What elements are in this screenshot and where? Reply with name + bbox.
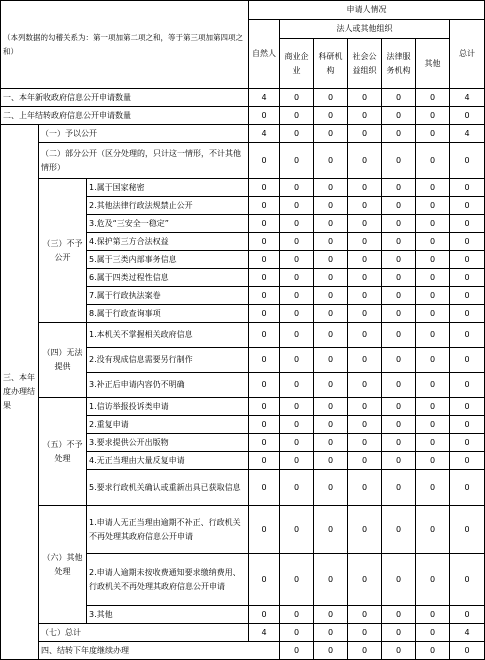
cell-legalservice: 0 <box>382 506 416 554</box>
header-total: 总计 <box>450 20 485 89</box>
cell-natural: 0 <box>249 323 280 348</box>
table-row <box>1 143 485 179</box>
header-other: 其他 <box>416 39 450 89</box>
row-label: 4.无正当理由大量反复申请 <box>87 452 249 470</box>
cell-other: 0 <box>416 233 450 251</box>
header-legalservice: 法律服务机构 <box>382 39 416 89</box>
row-label: 1.信访举报投诉类申请 <box>87 398 249 416</box>
row-label: 四、结转下年度继续办理 <box>39 642 280 660</box>
cell-social: 0 <box>348 269 382 287</box>
cell-legalservice: 0 <box>382 179 416 197</box>
cell-social: 0 <box>348 434 382 452</box>
row-label: 5.属于三类内部事务信息 <box>87 251 249 269</box>
cell-legalservice: 0 <box>382 251 416 269</box>
group-label: （五）不予处理 <box>39 398 87 506</box>
cell-other: 0 <box>416 287 450 305</box>
header-applicant: 申请人情况 <box>249 1 485 20</box>
table-row <box>1 107 485 125</box>
cell-total: 0 <box>450 233 485 251</box>
cell-legalservice: 0 <box>382 215 416 233</box>
row-label: （七）总计 <box>39 624 249 642</box>
cell-social: 0 <box>348 506 382 554</box>
cell-natural: 0 <box>249 107 280 125</box>
cell-other: 0 <box>416 125 450 143</box>
cell-research: 0 <box>314 452 348 470</box>
cell-social: 0 <box>348 606 382 624</box>
cell-social: 0 <box>348 452 382 470</box>
cell-research: 0 <box>314 89 348 107</box>
cell-total: 0 <box>450 373 485 398</box>
cell-social: 0 <box>348 398 382 416</box>
cell-natural: 4 <box>249 624 280 642</box>
row-label: 1.属于国家秘密 <box>87 179 249 197</box>
cell-legalservice: 0 <box>382 269 416 287</box>
cell-commercial: 0 <box>280 197 314 215</box>
table-row <box>1 624 485 642</box>
group-label: （六）其他处理 <box>39 506 87 624</box>
group-label: （四）无法提供 <box>39 323 87 398</box>
header-natural: 自然人 <box>249 20 280 89</box>
cell-legalservice: 0 <box>382 470 416 506</box>
cell-natural: 0 <box>249 179 280 197</box>
cell-other: 0 <box>416 348 450 373</box>
cell-natural: 4 <box>249 89 280 107</box>
cell-other: 0 <box>450 642 485 660</box>
cell-social: 0 <box>382 642 416 660</box>
cell-other: 0 <box>416 215 450 233</box>
cell-research: 0 <box>314 624 348 642</box>
cell-legalservice: 0 <box>382 373 416 398</box>
cell-research: 0 <box>314 323 348 348</box>
table-row <box>1 323 485 348</box>
cell-research: 0 <box>314 215 348 233</box>
cell-other: 0 <box>416 434 450 452</box>
cell-natural: 0 <box>249 287 280 305</box>
cell-other: 0 <box>416 624 450 642</box>
cell-legalservice: 0 <box>382 398 416 416</box>
cell-legalservice: 0 <box>382 348 416 373</box>
table-row <box>1 398 485 416</box>
table-row <box>1 89 485 107</box>
cell-total: 0 <box>450 179 485 197</box>
row-label: 8.属于行政查询事项 <box>87 305 249 323</box>
cell-legalservice: 0 <box>382 287 416 305</box>
cell-social: 0 <box>348 470 382 506</box>
cell-total: 0 <box>450 416 485 434</box>
cell-legalservice: 0 <box>382 89 416 107</box>
cell-natural: 0 <box>249 470 280 506</box>
row-label: 3.危及“三安全一稳定” <box>87 215 249 233</box>
cell-total: 0 <box>450 269 485 287</box>
cell-commercial: 0 <box>280 373 314 398</box>
row-label: 7.属于行政执法案卷 <box>87 287 249 305</box>
cell-social: 0 <box>348 107 382 125</box>
cell-natural: 0 <box>249 416 280 434</box>
cell-research: 0 <box>314 434 348 452</box>
cell-total: 4 <box>450 125 485 143</box>
cell-other: 0 <box>416 179 450 197</box>
cell-natural: 0 <box>249 251 280 269</box>
header-legal: 法人或其他组织 <box>280 20 450 39</box>
cell-legalservice: 0 <box>382 606 416 624</box>
cell-total: 0 <box>450 251 485 269</box>
cell-commercial: 0 <box>280 89 314 107</box>
cell-legalservice: 0 <box>382 197 416 215</box>
cell-commercial: 0 <box>280 506 314 554</box>
cell-research: 0 <box>348 642 382 660</box>
cell-other: 0 <box>416 506 450 554</box>
cell-total: 0 <box>450 506 485 554</box>
row-label: 2.申请人逾期未按收费通知要求缴纳费用、行政机关不再处理其政府信息公开申请 <box>87 554 249 606</box>
cell-research: 0 <box>314 348 348 373</box>
cell-social: 0 <box>348 197 382 215</box>
table-row <box>1 179 485 197</box>
cell-research: 0 <box>314 416 348 434</box>
section-3-label: 三、本年度办理结果 <box>1 125 39 660</box>
cell-other: 0 <box>416 373 450 398</box>
cell-other: 0 <box>416 197 450 215</box>
cell-research: 0 <box>314 269 348 287</box>
cell-research: 0 <box>314 179 348 197</box>
cell-social: 0 <box>348 179 382 197</box>
cell-natural: 0 <box>249 197 280 215</box>
cell-total: 0 <box>450 470 485 506</box>
cell-research: 0 <box>314 143 348 179</box>
cell-natural: 0 <box>249 373 280 398</box>
cell-commercial: 0 <box>280 434 314 452</box>
row-label: 3.要求提供公开出版物 <box>87 434 249 452</box>
cell-social: 0 <box>348 305 382 323</box>
cell-natural: 0 <box>249 305 280 323</box>
cell-natural: 0 <box>249 452 280 470</box>
cell-other: 0 <box>416 554 450 606</box>
row-label: 二、上年结转政府信息公开申请数量 <box>1 107 249 125</box>
cell-total: 0 <box>450 606 485 624</box>
cell-social: 0 <box>348 125 382 143</box>
group-label: （三）不予公开 <box>39 179 87 323</box>
cell-natural: 0 <box>249 434 280 452</box>
cell-legalservice: 0 <box>382 416 416 434</box>
cell-research: 0 <box>314 398 348 416</box>
cell-total: 0 <box>450 287 485 305</box>
cell-other: 0 <box>416 269 450 287</box>
header-social: 社会公益组织 <box>348 39 382 89</box>
cell-legalservice: 0 <box>416 642 450 660</box>
cell-commercial: 0 <box>280 233 314 251</box>
cell-natural: 0 <box>249 233 280 251</box>
cell-research: 0 <box>314 107 348 125</box>
cell-other: 0 <box>416 323 450 348</box>
cell-legalservice: 0 <box>382 323 416 348</box>
cell-commercial: 0 <box>280 470 314 506</box>
header-commercial: 商业企业 <box>280 39 314 89</box>
cell-total: 0 <box>450 215 485 233</box>
cell-social: 0 <box>348 233 382 251</box>
cell-total: 0 <box>450 107 485 125</box>
cell-total: 0 <box>450 143 485 179</box>
cell-other: 0 <box>416 107 450 125</box>
cell-legalservice: 0 <box>382 452 416 470</box>
cell-legalservice: 0 <box>382 233 416 251</box>
cell-commercial: 0 <box>280 215 314 233</box>
cell-social: 0 <box>348 323 382 348</box>
cell-research: 0 <box>314 554 348 606</box>
row-label: 2.其他法律行政法规禁止公开 <box>87 197 249 215</box>
cell-other: 0 <box>416 452 450 470</box>
cell-commercial: 0 <box>280 179 314 197</box>
cell-natural: 0 <box>249 398 280 416</box>
cell-legalservice: 0 <box>382 554 416 606</box>
cell-legalservice: 0 <box>382 107 416 125</box>
row-label: （一）予以公开 <box>39 125 249 143</box>
row-label: 一、本年新收政府信息公开申请数量 <box>1 89 249 107</box>
cell-commercial: 0 <box>280 269 314 287</box>
cell-legalservice: 0 <box>382 125 416 143</box>
cell-total: 0 <box>450 398 485 416</box>
cell-other: 0 <box>416 89 450 107</box>
row-label: 4.保护第三方合法权益 <box>87 233 249 251</box>
cell-total: 0 <box>450 434 485 452</box>
cell-commercial: 0 <box>280 554 314 606</box>
cell-total: 0 <box>450 348 485 373</box>
cell-commercial: 0 <box>280 143 314 179</box>
row-label: 2.重复申请 <box>87 416 249 434</box>
row-label: （二）部分公开（区分处理的，只计这一情形，不计其他情形） <box>39 143 249 179</box>
cell-social: 0 <box>348 373 382 398</box>
cell-commercial: 0 <box>280 125 314 143</box>
cell-other: 0 <box>416 305 450 323</box>
cell-social: 0 <box>348 143 382 179</box>
cell-research: 0 <box>314 197 348 215</box>
cell-natural: 0 <box>249 215 280 233</box>
cell-total: 0 <box>450 197 485 215</box>
cell-commercial: 0 <box>280 251 314 269</box>
row-label: 1.本机关不掌握相关政府信息 <box>87 323 249 348</box>
cell-legalservice: 0 <box>382 305 416 323</box>
cell-research: 0 <box>314 606 348 624</box>
header-research: 科研机构 <box>314 39 348 89</box>
cell-commercial: 0 <box>314 642 348 660</box>
cell-research: 0 <box>314 233 348 251</box>
cell-commercial: 0 <box>280 398 314 416</box>
cell-commercial: 0 <box>280 624 314 642</box>
row-label: 1.申请人无正当理由逾期不补正、行政机关不再处理其政府信息公开申请 <box>87 506 249 554</box>
cell-natural: 0 <box>249 554 280 606</box>
row-label: 3.其他 <box>87 606 249 624</box>
cell-legalservice: 0 <box>382 624 416 642</box>
cell-other: 0 <box>416 251 450 269</box>
cell-research: 0 <box>314 251 348 269</box>
row-label: 5.要求行政机关确认或重新出具已获取信息 <box>87 470 249 506</box>
cell-legalservice: 0 <box>382 434 416 452</box>
cell-total: 4 <box>450 89 485 107</box>
cell-other: 0 <box>416 416 450 434</box>
header-note: （本列数据的勾稽关系为：第一项加第二项之和，等于第三项加第四项之和） <box>1 1 249 89</box>
cell-social: 0 <box>348 89 382 107</box>
row-label: 6.属于四类过程性信息 <box>87 269 249 287</box>
cell-commercial: 0 <box>280 287 314 305</box>
cell-social: 0 <box>348 624 382 642</box>
cell-social: 0 <box>348 348 382 373</box>
cell-other: 0 <box>416 398 450 416</box>
cell-total: 0 <box>450 452 485 470</box>
cell-other: 0 <box>416 470 450 506</box>
cell-natural: 0 <box>249 269 280 287</box>
cell-commercial: 0 <box>280 107 314 125</box>
cell-natural: 0 <box>249 506 280 554</box>
cell-social: 0 <box>348 251 382 269</box>
table-row <box>1 642 485 660</box>
cell-social: 0 <box>348 416 382 434</box>
row-label: 2.没有现成信息需要另行制作 <box>87 348 249 373</box>
cell-commercial: 0 <box>280 305 314 323</box>
cell-research: 0 <box>314 305 348 323</box>
cell-total: 0 <box>450 305 485 323</box>
cell-research: 0 <box>314 470 348 506</box>
cell-commercial: 0 <box>280 416 314 434</box>
cell-other: 0 <box>416 143 450 179</box>
cell-social: 0 <box>348 287 382 305</box>
table-row <box>1 506 485 554</box>
cell-research: 0 <box>314 373 348 398</box>
cell-legalservice: 0 <box>382 143 416 179</box>
cell-natural: 0 <box>280 642 314 660</box>
cell-commercial: 0 <box>280 452 314 470</box>
cell-total: 4 <box>450 624 485 642</box>
cell-commercial: 0 <box>280 348 314 373</box>
cell-research: 0 <box>314 125 348 143</box>
row-label: 3.补正后申请内容仍不明确 <box>87 373 249 398</box>
cell-social: 0 <box>348 215 382 233</box>
cell-commercial: 0 <box>280 323 314 348</box>
cell-other: 0 <box>416 606 450 624</box>
table-row <box>1 125 485 143</box>
cell-commercial: 0 <box>280 606 314 624</box>
cell-research: 0 <box>314 506 348 554</box>
cell-natural: 0 <box>249 348 280 373</box>
cell-natural: 4 <box>249 125 280 143</box>
cell-total: 0 <box>450 554 485 606</box>
cell-natural: 0 <box>249 606 280 624</box>
cell-social: 0 <box>348 554 382 606</box>
cell-research: 0 <box>314 287 348 305</box>
cell-natural: 0 <box>249 143 280 179</box>
cell-total: 0 <box>450 323 485 348</box>
